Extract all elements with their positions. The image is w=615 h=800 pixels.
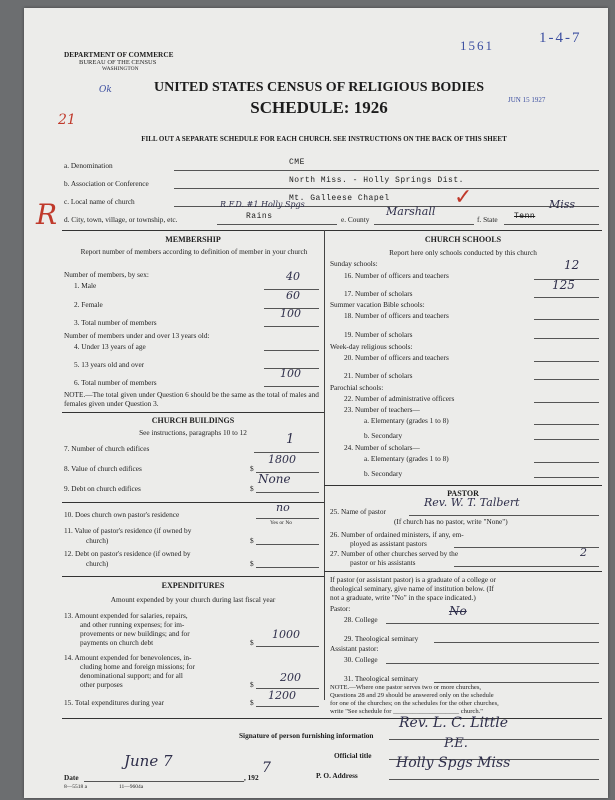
date-label: Date bbox=[64, 773, 79, 782]
association-label: b. Association or Conference bbox=[64, 179, 149, 188]
q1-value: 40 bbox=[286, 270, 300, 283]
q10-value: no bbox=[276, 501, 290, 514]
q9-label: 9. Debt on church edifices bbox=[64, 484, 141, 493]
q16-value: 12 bbox=[564, 258, 580, 272]
q3-value: 100 bbox=[280, 307, 301, 320]
q23-label: 23. Number of teachers— bbox=[344, 405, 420, 414]
q16-label: 16. Number of officers and teachers bbox=[344, 271, 449, 280]
q28-value: No bbox=[449, 604, 467, 618]
margin-letter: R bbox=[36, 198, 58, 231]
q12-label-1: 12. Debt on pastor's residence (if owned by bbox=[64, 549, 191, 558]
q25-value: Rev. W. T. Talbert bbox=[424, 496, 520, 509]
assistant-label: Assistant pastor: bbox=[330, 644, 379, 653]
q25-label: 25. Name of pastor bbox=[330, 507, 386, 516]
q3-label: 3. Total number of members bbox=[74, 318, 157, 327]
q19-label: 19. Number of scholars bbox=[344, 330, 413, 339]
official-title-value: P.E. bbox=[444, 736, 468, 751]
date-stamp: JUN 15 1927 bbox=[508, 96, 546, 104]
q8-label: 8. Value of church edifices bbox=[64, 464, 142, 473]
state-value: Tenn bbox=[514, 212, 536, 221]
form-code: 8—5518 a bbox=[64, 784, 88, 790]
q25-hint: (If church has no pastor, write "None") bbox=[394, 517, 508, 526]
q9-value: None bbox=[258, 472, 291, 486]
year-label: , 192 bbox=[244, 773, 259, 782]
q7-label: 7. Number of church edifices bbox=[64, 444, 150, 453]
q29-label: 29. Theological seminary bbox=[344, 634, 419, 643]
membership-note: NOTE.—The total given under Question 6 should be the same as the total of males and females given under Question 3. bbox=[64, 390, 319, 408]
county-value: Marshall bbox=[386, 205, 436, 218]
local-name-value: Mt. Galleese Chapel bbox=[289, 194, 390, 203]
buildings-heading: CHURCH BUILDINGS bbox=[151, 416, 235, 425]
city-name: WASHINGTON bbox=[102, 66, 139, 72]
q11-label-2: church) bbox=[86, 536, 109, 545]
q6-value: 100 bbox=[280, 367, 301, 380]
official-title-label: Official title bbox=[334, 751, 372, 760]
state-label: f. State bbox=[477, 215, 498, 224]
q21-label: 21. Number of scholars bbox=[344, 371, 413, 380]
q10-hint: Yes or No bbox=[270, 520, 293, 526]
q15-label: 15. Total expenditures during year bbox=[64, 698, 165, 707]
margin-mark: 21 bbox=[58, 112, 76, 128]
q2-value: 60 bbox=[286, 289, 300, 302]
q17-value: 125 bbox=[552, 278, 575, 292]
q1-label: 1. Male bbox=[74, 281, 97, 290]
q13-value: 1000 bbox=[272, 628, 300, 641]
expenditures-heading: EXPENDITURES bbox=[161, 581, 225, 590]
local-name-label: c. Local name of church bbox=[64, 197, 135, 206]
q6-label: 6. Total number of members bbox=[74, 378, 157, 387]
q2-label: 2. Female bbox=[74, 300, 103, 309]
q8-value: 1800 bbox=[268, 453, 296, 466]
county-label: e. County bbox=[341, 215, 370, 224]
membership-heading: MEMBERSHIP bbox=[165, 235, 221, 244]
schedule-title: SCHEDULE: 1926 bbox=[250, 98, 388, 117]
by-sex-label: Number of members, by sex: bbox=[64, 270, 149, 279]
q20-label: 20. Number of officers and teachers bbox=[344, 353, 449, 362]
association-value: North Miss. - Holly Springs Dist. bbox=[289, 176, 464, 185]
q22-label: 22. Number of administrative officers bbox=[344, 394, 455, 403]
expenditures-subheading: Amount expended by your church during last fiscal year bbox=[110, 595, 276, 604]
code-number: 1-4-7 bbox=[539, 30, 582, 46]
buildings-subheading: See instructions, paragraphs 10 to 12 bbox=[139, 428, 247, 437]
date-value: June 7 bbox=[124, 752, 173, 770]
dept-name: DEPARTMENT OF COMMERCE bbox=[64, 50, 174, 59]
instructions: FILL OUT A SEPARATE SCHEDULE FOR EACH CHURCH. SEE INSTRUCTIONS ON THE BACK OF THIS SHEET bbox=[141, 135, 507, 143]
membership-subheading: Report number of members according to definition of member in your church bbox=[80, 247, 308, 256]
form-title: UNITED STATES CENSUS OF RELIGIOUS BODIES bbox=[153, 80, 484, 95]
q7-value: 1 bbox=[286, 432, 295, 447]
q14-value: 200 bbox=[280, 671, 301, 684]
q27-value: 2 bbox=[580, 546, 587, 559]
q5-label: 5. 13 years old and over bbox=[74, 360, 145, 369]
form-code-2: 11—9604a bbox=[119, 784, 144, 790]
rfd-handwritten: R.F.D. #1 Holly Spgs bbox=[220, 200, 305, 209]
q15-value: 1200 bbox=[268, 689, 296, 702]
q18-label: 18. Number of officers and teachers bbox=[344, 311, 449, 320]
age-label: Number of members under and over 13 years old: bbox=[64, 331, 210, 340]
denomination-label: a. Denomination bbox=[64, 161, 113, 170]
address-value: Holly Spgs Miss bbox=[396, 755, 511, 771]
address-label: P. O. Address bbox=[316, 771, 358, 780]
ok-note: Ok bbox=[99, 85, 112, 95]
city-label: d. City, town, village, or township, etc. bbox=[64, 215, 178, 224]
city-value: Rains bbox=[246, 212, 273, 221]
bureau-name: BUREAU OF THE CENSUS bbox=[79, 59, 157, 66]
signature-label: Signature of person furnishing information bbox=[239, 731, 374, 740]
schools-heading: CHURCH SCHOOLS bbox=[424, 235, 502, 244]
q12-label-2: church) bbox=[86, 559, 109, 568]
year-value: 7 bbox=[262, 760, 271, 776]
q10-label: 10. Does church own pastor's residence bbox=[64, 510, 180, 519]
q17-label: 17. Number of scholars bbox=[344, 289, 413, 298]
denomination-value: CME bbox=[289, 158, 305, 167]
signature-value: Rev. L. C. Little bbox=[399, 715, 509, 731]
q24-label: 24. Number of scholars— bbox=[344, 443, 420, 452]
stamp-number: 1561 bbox=[460, 38, 494, 53]
pastor-label: Pastor: bbox=[330, 604, 351, 613]
pastor-heading: PASTOR bbox=[447, 489, 479, 498]
q11-label-1: 11. Value of pastor's residence (if owned by bbox=[64, 526, 192, 535]
q30-label: 30. College bbox=[344, 655, 378, 664]
q31-label: 31. Theological seminary bbox=[344, 674, 419, 683]
q4-label: 4. Under 13 years of age bbox=[74, 342, 146, 351]
q28-label: 28. College bbox=[344, 615, 378, 624]
census-form: DEPARTMENT OF COMMERCE BUREAU OF THE CENSUS WASHINGTON 1561 1-4-7 Ok UNITED STATES CENSUS OF RELIGIOUS BODIES SCHEDULE: 1926 JUN 15 1927 21 FILL OUT A SEPARATE SCHEDULE FOR EACH CHURCH. SEE INSTRUCTIONS ON THE BACK OF THIS SHEET R a. Denomination CME b. Association or Conference North Miss. - Holly Springs Dist. c. Local name of church Mt. Galleese Chapel R.F.D. #1 Holly Spgs d. City, town, village, or township, etc. Rains e. County Marshall ✓ f. State Tenn Miss MEMBERSHIP Report number of members according to definition of member in your church Number of members, by sex: 1. Male 40 2. Female 60 3. Total number of members 100 Number of members under and over 13 years old: 4. Under 13 years of age 5. 13 years old and over 6. Total number of members 100 NOTE.—The total given under Question 6 should be the same as the total of males and females given under Question 3. CHURCH BUILDINGS See instructions, paragraphs 10 to 12 7. Number of church edifices 1 8. Value of church edifices $ 1800 9. Debt on church edifices $ None 10. Does church own pastor's residence no Yes or No 11. Value of pastor's residence (if owned by church) $ 12. Debt on pastor's residence (if owned by church) $ EXPENDITURES Amount expended by your church during last fiscal year 13. Amount expended for salaries, repairs, and other running expenses; for im- provements or new buildings; and for payments on church debt $ 1000 14. Amount expended for benevolences, in- cluding home and foreign missions; for denominational support; and for all other purposes $ 200 15. Total expenditures during year $ 1200 CHURCH SCHOOLS Report here only schools conducted by this church Sunday schools: 16. Number of officers and teachers 12 17. Number of scholars 125 Summer vacation Bible schools: 18. Number of officers and teachers 19. Number of scholars Week-day religious schools: 20. Number of officers and teachers 21. Number of scholars Parochial schools: 22. Number of administrative officers 23. Number of teachers— a. Elementary (grades 1 to 8) b. Secondary 24. Number of scholars— a. Elementary (grades 1 to 8) b. Secondary PASTOR 25. Name of pastor Rev. W. T. Talbert (If church has no pastor, write "None") 26. Number of ordained ministers, if any, em- ployed as assistant pastors 27. Number of other churches served by the pastor or his assistants 2 If pastor (or assistant pastor) is a graduate of a college or theological seminary, give name of institution below. (If not a graduate, write "No" in the space indicated.) Pastor: 28. College No 29. Theological seminary Assistant pastor: 30. College 31. Theological seminary NOTE.—Where one pastor serves two or more churches, Questions 28 and 29 should be answered only on the schedule for one of the churches; on the schedules for the other churches, write "See schedule for ____________________ church." Signature of person furnishing information Rev. L. C. Little Official title P.E. P. O. Address Holly Spgs Miss Date June 7 , 192 7 8—5518 a 11—9604a bbox=[24, 8, 608, 798]
state-handwritten: Miss bbox=[549, 198, 576, 211]
red-check-icon: ✓ bbox=[454, 184, 473, 209]
schools-subheading: Report here only schools conducted by this church bbox=[389, 248, 537, 257]
